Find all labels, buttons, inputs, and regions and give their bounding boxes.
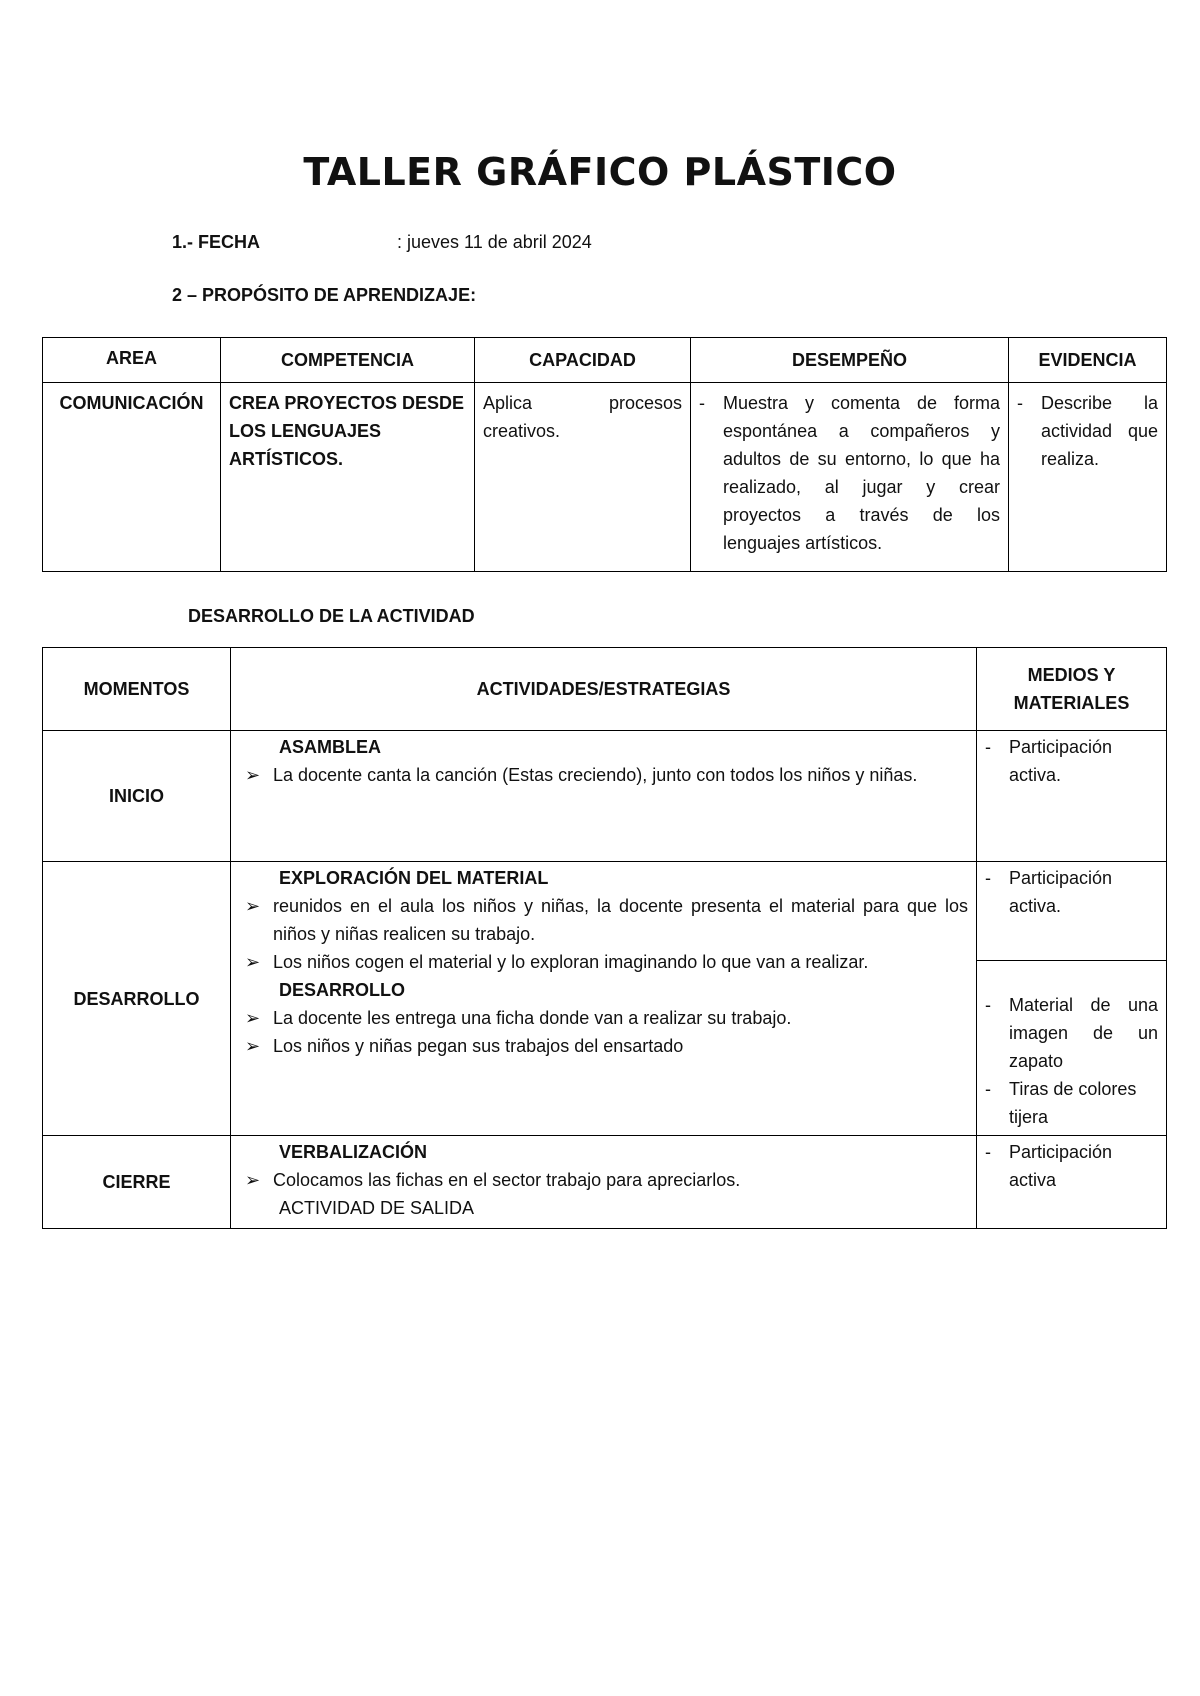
fecha-value: : jueves 11 de abril 2024	[397, 232, 592, 252]
dash-marker: -	[985, 737, 991, 757]
cierre-bullet: Colocamos las fichas en el sector trabajo para apreciarlos.	[273, 1170, 741, 1190]
header-area: AREA	[43, 338, 221, 383]
dash-marker: -	[985, 1079, 991, 1099]
competencia-value: CREA PROYECTOS DESDE LOS LENGUAJES ARTÍSTICOS.	[221, 383, 475, 572]
dash-marker: -	[985, 995, 991, 1015]
actividad-salida: ACTIVIDAD DE SALIDA	[279, 1198, 475, 1218]
arrow-bullet-icon: ➢	[245, 1008, 261, 1028]
header-evidencia: EVIDENCIA	[1009, 338, 1167, 383]
desarrollo-bullet-3: La docente les entrega una ficha donde van a realizar su trabajo.	[273, 1008, 792, 1028]
arrow-bullet-icon: ➢	[245, 896, 261, 916]
desarrollo-bullet-1: reunidos en el aula los niños y niñas, la docente presenta el material para que los niños y niñas realicen su trabajo.	[273, 896, 968, 944]
area-value: COMUNICACIÓN	[43, 383, 221, 572]
document-title: TALLER GRÁFICO PLÁSTICO	[303, 150, 897, 194]
momento-cierre: CIERRE	[43, 1136, 231, 1229]
actividad-table	[42, 647, 1167, 1229]
desempeno-value: Muestra y comenta de forma espontánea a compañeros y adultos de su entorno, lo que ha realizado, al jugar y crear proyectos a través de los lenguajes artísticos.	[723, 393, 1000, 553]
header-momentos: MOMENTOS	[43, 648, 231, 731]
desarrollo-bullet-4: Los niños y niñas pegan sus trabajos del ensartado	[273, 1036, 684, 1056]
fecha-label: 1.- FECHA	[172, 232, 261, 252]
desarrollo-material-1: Participación activa.	[1009, 868, 1113, 916]
proposito-label: 2 – PROPÓSITO DE APRENDIZAJE:	[172, 285, 477, 305]
inicio-heading: ASAMBLEA	[279, 737, 381, 757]
desarrollo-bullet-2: Los niños cogen el material y lo exploran imaginando lo que van a realizar.	[273, 952, 869, 972]
cierre-material: Participación activa	[1009, 1142, 1113, 1190]
desarrollo-heading: DESARROLLO DE LA ACTIVIDAD	[188, 606, 475, 626]
arrow-bullet-icon: ➢	[245, 1170, 261, 1190]
momento-inicio: INICIO	[43, 731, 231, 862]
header-actividades: ACTIVIDADES/ESTRATEGIAS	[231, 648, 977, 731]
desarrollo-material-3: Tiras de colores tijera	[1009, 1079, 1137, 1127]
verbalizacion-heading: VERBALIZACIÓN	[279, 1142, 427, 1162]
header-capacidad: CAPACIDAD	[475, 338, 691, 383]
header-competencia: COMPETENCIA	[221, 338, 475, 383]
dash-marker: -	[985, 868, 991, 888]
arrow-bullet-icon: ➢	[245, 1036, 261, 1056]
inicio-material: Participación activa.	[1009, 737, 1113, 785]
desarrollo-material-2: Material de una imagen de un zapato	[1009, 995, 1158, 1071]
momento-desarrollo: DESARROLLO	[43, 862, 231, 1136]
proposito-table	[42, 337, 1167, 572]
exploracion-heading: EXPLORACIÓN DEL MATERIAL	[279, 868, 549, 888]
dash-marker: -	[699, 393, 705, 413]
dash-marker: -	[985, 1142, 991, 1162]
dash-marker: -	[1017, 393, 1023, 413]
arrow-bullet-icon: ➢	[245, 765, 261, 785]
inicio-bullet: La docente canta la canción (Estas creciendo), junto con todos los niños y niñas.	[273, 765, 918, 785]
header-desempeno: DESEMPEÑO	[691, 338, 1009, 383]
arrow-bullet-icon: ➢	[245, 952, 261, 972]
desarrollo-subheading: DESARROLLO	[279, 980, 405, 1000]
capacidad-value: Aplica procesos creativos.	[475, 383, 691, 572]
evidencia-value: Describe la actividad que realiza.	[1041, 393, 1158, 469]
header-medios: MEDIOS Y MATERIALES	[977, 648, 1167, 731]
